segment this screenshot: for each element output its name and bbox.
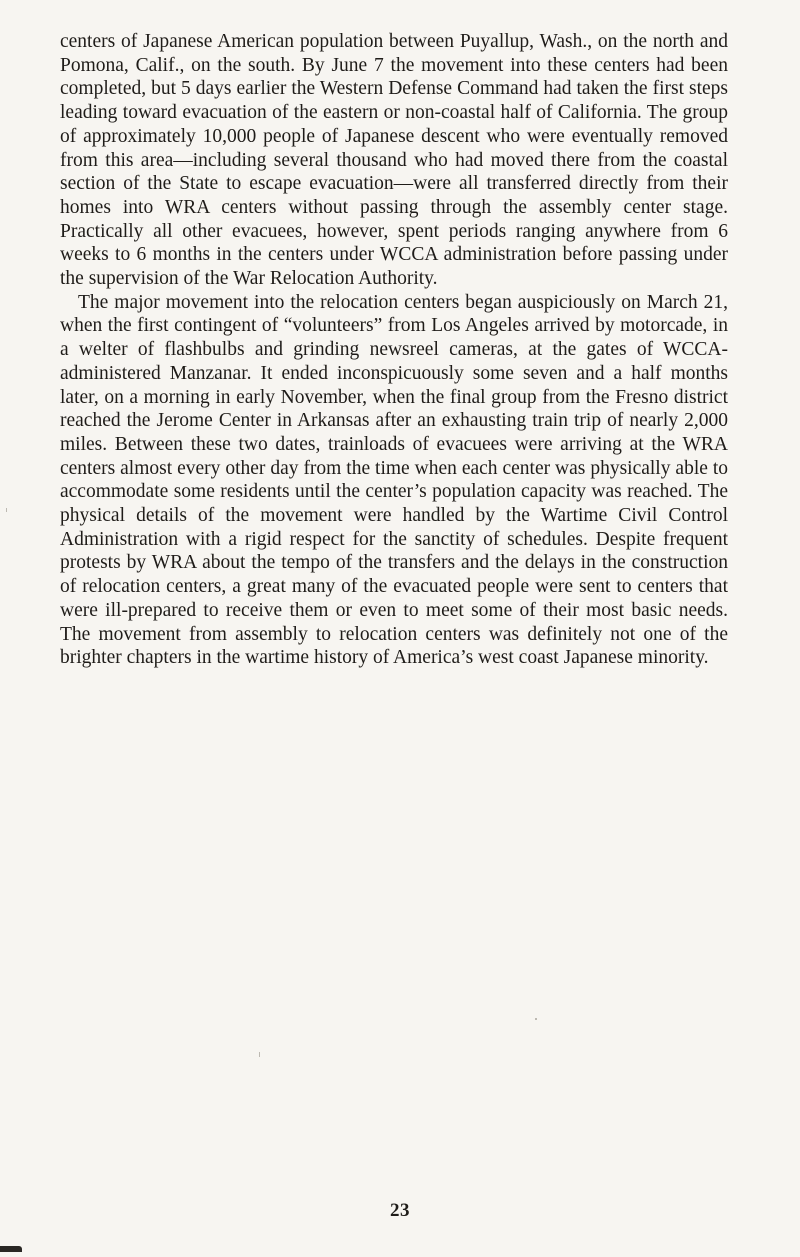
paper-speck [535, 1018, 537, 1020]
paper-speck [259, 1052, 260, 1057]
paragraph-relocation-movement: The major movement into the relocation centers began auspiciously on March 21, when the first contingent of “volunteers” from Los Angeles arrived by motorcade, in a welter of flashbulbs and grinding newsreel cameras, at the gates of WCCA-administered Manzanar. It ended inconspicuously some seven and a half months later, on a morning in early November, when the final group from the Fresno district reached the Jerome Center in Arkansas after an exhausting train trip of nearly 2,000 miles. Between these two dates, trainloads of evacuees were arriving at the WRA centers almost every other day from the time when each center was physically able to accommodate some residents until the center’s population capacity was reached. The physical details of the movement were handled by the Wartime Civil Control Administration with a rigid respect for the sanctity of schedules. Despite frequent protests by WRA about the tempo of the transfers and the delays in the construction of relocation centers, a great many of the evacuated people were sent to centers that were ill-prepared to receive them or even to meet some of their most basic needs. The movement from assembly to relocation centers was definitely not one of the brighter chapters in the wartime history of America’s west coast Japanese minority. [60, 291, 728, 669]
page-number: 23 [390, 1200, 410, 1221]
page-body [60, 30, 728, 670]
paper-speck [6, 508, 7, 512]
paragraph-continued: centers of Japanese American population between Puyallup, Wash., on the north and Pomona, Calif., on the south. By June 7 the movement into these centers had been completed, but 5 days earlier the Western Defense Command had taken the first steps leading toward evacuation of the eastern or non-coastal half of California. The group of approximately 10,000 people of Japanese descent who were eventually removed from this area—including several thousand who had moved there from the coastal section of the State to escape evacuation—were all transferred directly from their homes into WRA centers without passing through the assembly center stage. Practically all other evacuees, however, spent periods ranging anywhere from 6 weeks to 6 months in the centers under WCCA administration before passing under the supervision of the War Relocation Authority. [60, 31, 728, 290]
scan-edge-mark [0, 1246, 22, 1252]
